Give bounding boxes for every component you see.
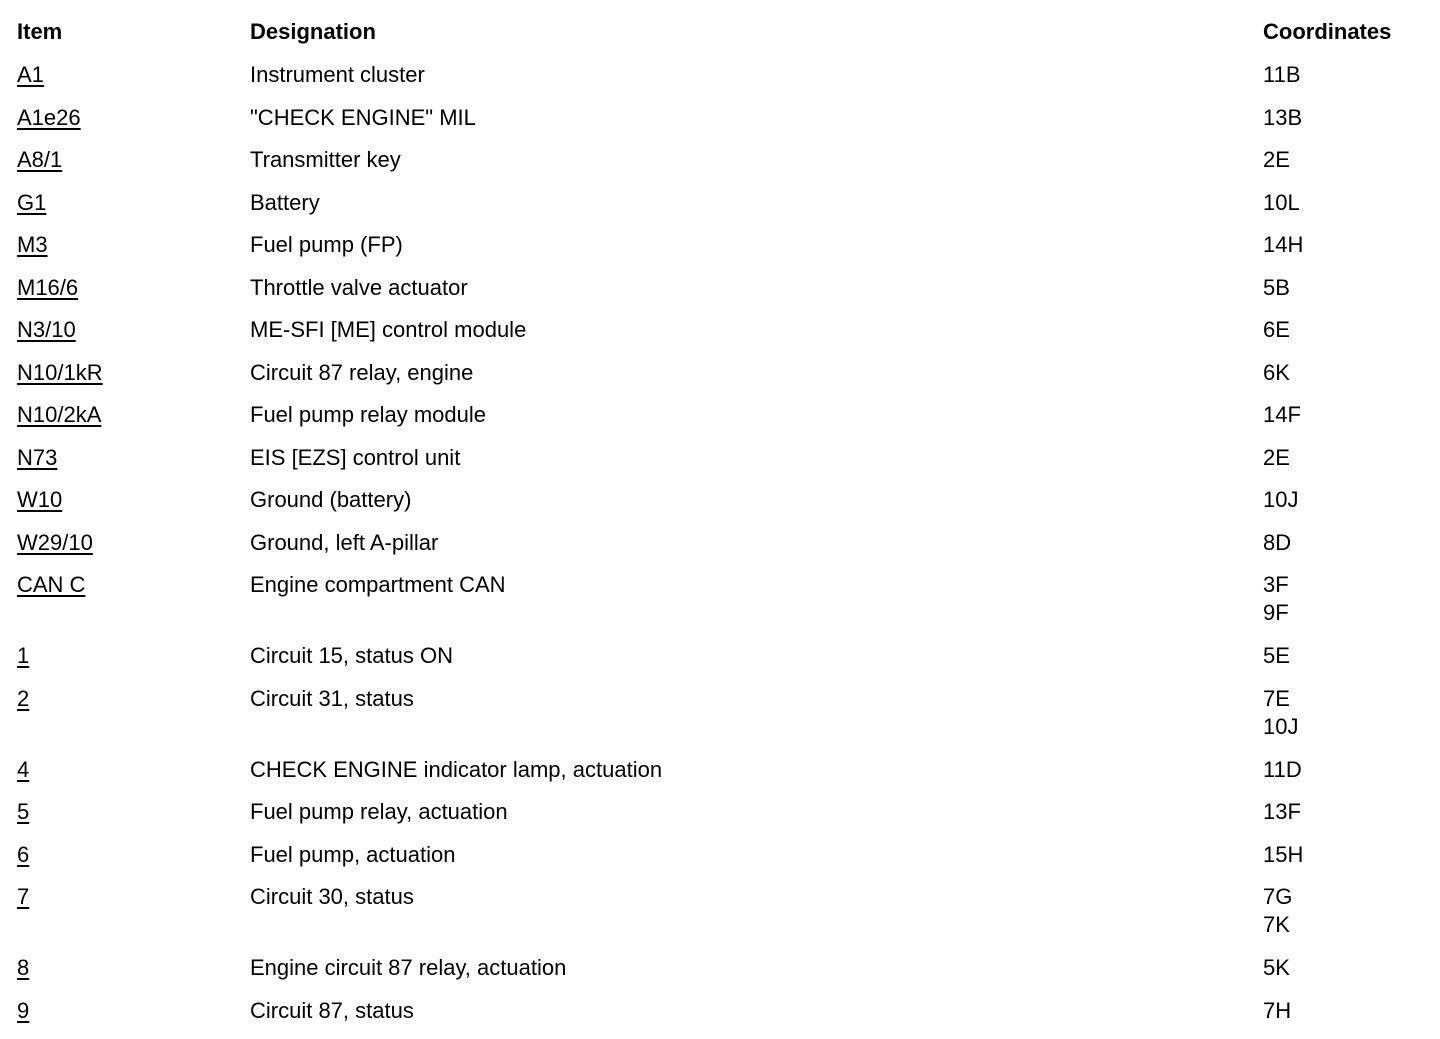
coordinate-value: 11B <box>1263 61 1432 89</box>
coordinates-cell <box>1263 359 1432 402</box>
item-cell <box>17 685 250 756</box>
coordinates-cell <box>1263 685 1432 756</box>
coordinates-cell <box>1263 798 1432 841</box>
item-cell <box>17 104 250 147</box>
coordinates-cell <box>1263 274 1432 317</box>
coordinate-value: 3F <box>1263 571 1432 599</box>
designation-cell: Circuit 15, status ON <box>250 642 1263 685</box>
coordinates-cell <box>1263 61 1432 104</box>
item-cell <box>17 954 250 997</box>
coordinate-value: 6K <box>1263 359 1432 387</box>
designation-cell: Circuit 87, status <box>250 997 1263 1039</box>
item-cell <box>17 756 250 799</box>
coordinates-cell <box>1263 756 1432 799</box>
coordinates-cell <box>1263 642 1432 685</box>
item-link[interactable]: 6 <box>17 842 29 867</box>
coordinates-cell <box>1263 146 1432 189</box>
item-link[interactable]: N73 <box>17 445 57 470</box>
coordinates-cell <box>1263 997 1432 1039</box>
designation-cell: Battery <box>250 189 1263 232</box>
item-cell <box>17 486 250 529</box>
designation-cell: Instrument cluster <box>250 61 1263 104</box>
item-link[interactable]: 4 <box>17 757 29 782</box>
designation-cell: Engine compartment CAN <box>250 571 1263 642</box>
header-row <box>17 18 1432 61</box>
table-row <box>17 571 1432 642</box>
designation-cell: Throttle valve actuator <box>250 274 1263 317</box>
designation-cell: Fuel pump relay module <box>250 401 1263 444</box>
table-row <box>17 954 1432 997</box>
coordinate-value: 9F <box>1263 599 1432 627</box>
coordinate-value: 7H <box>1263 997 1432 1025</box>
table-row <box>17 401 1432 444</box>
table-row <box>17 883 1432 954</box>
table-row <box>17 359 1432 402</box>
coordinate-value: 5K <box>1263 954 1432 982</box>
coordinates-cell <box>1263 883 1432 954</box>
table-row <box>17 642 1432 685</box>
item-cell <box>17 997 250 1039</box>
designation-cell: Fuel pump, actuation <box>250 841 1263 884</box>
item-link[interactable]: N10/1kR <box>17 360 103 385</box>
item-link[interactable]: 1 <box>17 643 29 668</box>
coordinate-value: 10J <box>1263 713 1432 741</box>
coordinate-value: 6E <box>1263 316 1432 344</box>
designation-cell: ME-SFI [ME] control module <box>250 316 1263 359</box>
coordinate-value: 2E <box>1263 146 1432 174</box>
coordinate-value: 5E <box>1263 642 1432 670</box>
designation-cell: "CHECK ENGINE" MIL <box>250 104 1263 147</box>
table-row <box>17 486 1432 529</box>
designation-cell: Circuit 30, status <box>250 883 1263 954</box>
coordinates-cell <box>1263 486 1432 529</box>
coordinates-cell <box>1263 841 1432 884</box>
item-link[interactable]: 9 <box>17 998 29 1023</box>
item-link[interactable]: A1 <box>17 62 44 87</box>
designation-cell: Circuit 87 relay, engine <box>250 359 1263 402</box>
table-row <box>17 189 1432 232</box>
header-coordinates: Coordinates <box>1263 18 1432 61</box>
coordinate-value: 10J <box>1263 486 1432 514</box>
coordinate-value: 15H <box>1263 841 1432 869</box>
designation-cell: Fuel pump (FP) <box>250 231 1263 274</box>
item-link[interactable]: W10 <box>17 487 62 512</box>
header-item: Item <box>17 18 250 61</box>
coordinates-cell <box>1263 231 1432 274</box>
coordinates-cell <box>1263 529 1432 572</box>
table-row <box>17 61 1432 104</box>
designation-cell: Transmitter key <box>250 146 1263 189</box>
coordinates-cell <box>1263 189 1432 232</box>
item-link[interactable]: A8/1 <box>17 147 62 172</box>
table-row <box>17 798 1432 841</box>
table-row <box>17 997 1432 1039</box>
coordinate-value: 11D <box>1263 756 1432 784</box>
designation-cell: CHECK ENGINE indicator lamp, actuation <box>250 756 1263 799</box>
item-cell <box>17 642 250 685</box>
item-link[interactable]: 8 <box>17 955 29 980</box>
item-link[interactable]: G1 <box>17 190 46 215</box>
item-link[interactable]: W29/10 <box>17 530 93 555</box>
item-cell <box>17 359 250 402</box>
item-link[interactable]: CAN C <box>17 572 85 597</box>
item-link[interactable]: 7 <box>17 884 29 909</box>
coordinates-cell <box>1263 571 1432 642</box>
coordinates-cell <box>1263 401 1432 444</box>
item-link[interactable]: M16/6 <box>17 275 78 300</box>
table-body <box>17 61 1432 1039</box>
item-cell <box>17 231 250 274</box>
item-cell <box>17 883 250 954</box>
item-cell <box>17 841 250 884</box>
item-link[interactable]: A1e26 <box>17 105 81 130</box>
coordinate-value: 13B <box>1263 104 1432 132</box>
item-link[interactable]: 2 <box>17 686 29 711</box>
item-link[interactable]: N10/2kA <box>17 402 101 427</box>
coordinate-value: 13F <box>1263 798 1432 826</box>
designation-cell: Circuit 31, status <box>250 685 1263 756</box>
table-row <box>17 104 1432 147</box>
table-row <box>17 274 1432 317</box>
item-link[interactable]: M3 <box>17 232 48 257</box>
item-link[interactable]: N3/10 <box>17 317 76 342</box>
designation-cell: EIS [EZS] control unit <box>250 444 1263 487</box>
coordinates-cell <box>1263 954 1432 997</box>
table-row <box>17 231 1432 274</box>
item-cell <box>17 274 250 317</box>
legend-table <box>17 18 1432 1039</box>
coordinate-value: 8D <box>1263 529 1432 557</box>
designation-cell: Engine circuit 87 relay, actuation <box>250 954 1263 997</box>
coordinate-value: 5B <box>1263 274 1432 302</box>
designation-cell: Ground, left A-pillar <box>250 529 1263 572</box>
item-cell <box>17 444 250 487</box>
coordinate-value: 7G <box>1263 883 1432 911</box>
table-row <box>17 841 1432 884</box>
coordinates-cell <box>1263 316 1432 359</box>
designation-cell: Fuel pump relay, actuation <box>250 798 1263 841</box>
coordinate-value: 7E <box>1263 685 1432 713</box>
item-link[interactable]: 5 <box>17 799 29 824</box>
designation-cell: Ground (battery) <box>250 486 1263 529</box>
table-row <box>17 756 1432 799</box>
item-cell <box>17 189 250 232</box>
item-cell <box>17 401 250 444</box>
table-row <box>17 529 1432 572</box>
coordinates-cell <box>1263 104 1432 147</box>
item-cell <box>17 146 250 189</box>
coordinate-value: 10L <box>1263 189 1432 217</box>
item-cell <box>17 316 250 359</box>
item-cell <box>17 529 250 572</box>
coordinate-value: 7K <box>1263 911 1432 939</box>
header-designation: Designation <box>250 18 1263 61</box>
coordinate-value: 14F <box>1263 401 1432 429</box>
coordinate-value: 14H <box>1263 231 1432 259</box>
table-row <box>17 444 1432 487</box>
coordinate-value: 2E <box>1263 444 1432 472</box>
item-cell <box>17 61 250 104</box>
table-row <box>17 316 1432 359</box>
table-row <box>17 685 1432 756</box>
table-header <box>17 18 1432 61</box>
item-cell <box>17 571 250 642</box>
coordinates-cell <box>1263 444 1432 487</box>
item-cell <box>17 798 250 841</box>
table-row <box>17 146 1432 189</box>
